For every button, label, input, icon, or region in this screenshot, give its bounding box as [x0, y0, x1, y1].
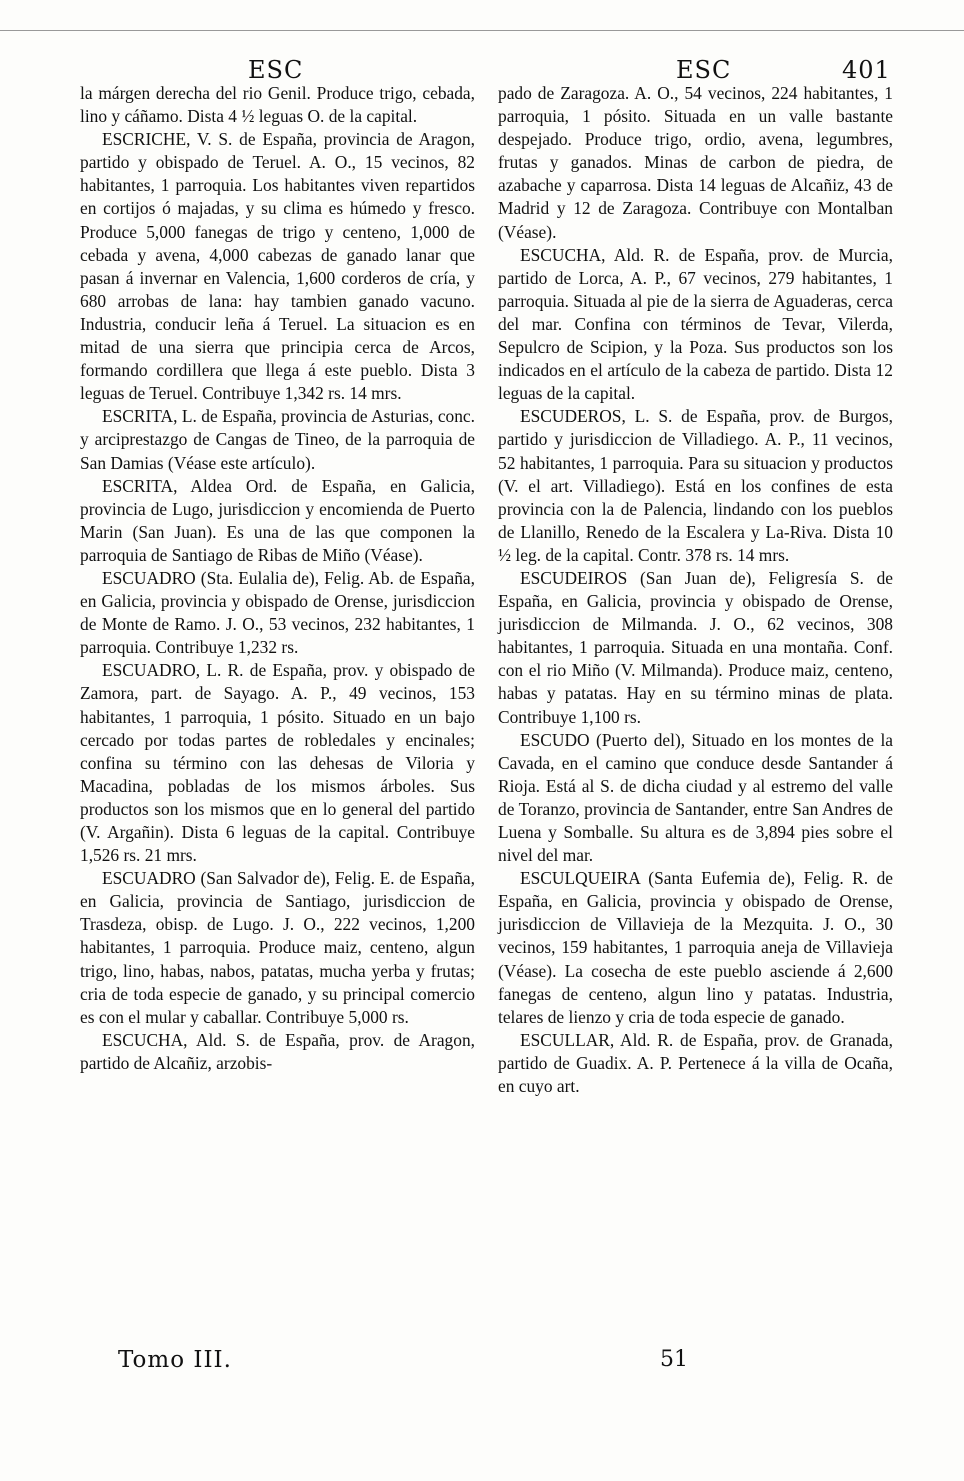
- signature-mark: 51: [660, 1347, 688, 1372]
- entry: ESCRITA, Aldea Ord. de España, en Galicia, provincia de Lugo, jurisdiccion y encomienda de Puerto Marin (San Juan). Es una de las que componen la parroquia de Santiago de Ribas de Miño (Véase).: [80, 475, 475, 565]
- page-number: 401: [842, 56, 891, 84]
- running-head-right: ESC: [676, 56, 732, 84]
- entry: ESCUCHA, Ald. S. de España, prov. de Aragon, partido de Alcañiz, arzobis-: [80, 1029, 475, 1073]
- entry: ESCUADRO (San Salvador de), Felig. E. de España, en Galicia, provincia de Santiago, jurisdiccion de Trasdeza, obisp. de Lugo. J. O., 222 vecinos, 1,200 habitantes, 1 parroquia. Produce maiz, centeno, algun trigo, lino, habas, nabos, patatas, mucha yerba y frutas; cria de toda especie de ganado, y su principal comercio es con el mular y caballar. Contribuye 5,000 rs.: [80, 868, 475, 1027]
- entry: ESCUADRO (Sta. Eulalia de), Felig. Ab. de España, en Galicia, provincia y obispado de Orense, jurisdiccion de Monte de Ramo. J. O., 53 vecinos, 232 habitantes, 1 parroquia. Contribuye 1,232 rs.: [80, 567, 475, 658]
- running-head-left: ESC: [248, 56, 304, 84]
- page-top-rule: [0, 30, 964, 31]
- entry: pado de Zaragoza. A. O., 54 vecinos, 224 habitantes, 1 parroquia, 1 pósito. Situada en un valle bastante despejado. Produce trigo, ordio, avena, legumbres, frutas y ganados. Minas de carbon de piedra, de azabache y caparrosa. Dista 14 leguas de Alcañiz, 43 de Madrid y 12 de Zaragoza. Contribuye con Montalban (Véase).: [498, 83, 893, 242]
- entry: ESCRICHE, V. S. de España, provincia de Aragon, partido y obispado de Teruel. A. O., 15 vecinos, 82 habitantes, 1 parroquia. Los habitantes viven repartidos en cortijos ó majadas, y su clima es húmedo y fresco. Produce 5,000 fanegas de trigo y centeno, 1,000 de cebada y avena, 4,000 cabezas de ganado lanar que pasan á invernar en Valencia, 1,600 corderos de cría, y 680 arrobas de lana: hay tambien ganado vacuno. Industria, conducir leña á Teruel. La situacion es en mitad de una sierra que principia cerca de Arcos, formando cordillera que llega á este pueblo. Dista 3 leguas de Teruel. Contribuye 1,342 rs. 14 mrs.: [80, 129, 475, 404]
- entry: ESCUCHA, Ald. R. de España, prov. de Murcia, partido de Lorca, A. P., 67 vecinos, 279 habitantes, 1 parroquia. Situada al pie de la sierra de Aguaderas, cerca del mar. Confina con términos de Tevar, Vilerda, Sepulcro de Scipion, y la Poza. Sus productos son los indicados en el artículo de la cabeza de partido. Dista 12 leguas de la capital.: [498, 244, 893, 404]
- volume-label: Tomo III.: [118, 1347, 232, 1373]
- entry: ESCUDEROS, L. S. de España, prov. de Burgos, partido y jurisdiccion de Villadiego. A. P., 11 vecinos, 52 habitantes, 1 parroquia. Para su situacion y productos (V. el art. Villadiego). Está en los confines de esta provincia con la de Palencia, lindando con los pueblos de Llanillo, Renedo de la Escalera y La-Riva. Dista 10 ½ leg. de la capital. Contr. 378 rs. 14 mrs.: [498, 406, 893, 565]
- left-column: [80, 82, 475, 1075]
- right-column: [498, 82, 893, 1098]
- entry: ESCULQUEIRA (Santa Eufemia de), Felig. R. de España, en Galicia, provincia y obispado de Orense, jurisdiccion de Villavieja de la Mezquita. J. O., 30 vecinos, 159 habitantes, 1 parroquia aneja de Villavieja (Véase). La cosecha de este pueblo asciende á 2,600 fanegas de centeno, algun lino y patatas. Industria, telares de lienzo y cria de toda especie de ganado.: [498, 868, 893, 1027]
- entry: ESCUDO (Puerto del), Situado en los montes de la Cavada, en el camino que conduce desde Santander á Rioja. Está al S. de dicha ciudad y al estremo del valle de Toranzo, provincia de Santander, entre San Andres de Luena y Somballe. Su altura es de 3,894 pies sobre el nivel del mar.: [498, 729, 893, 866]
- entry: ESCUDEIROS (San Juan de), Feligresía S. de España, en Galicia, provincia y obispado de Orense, jurisdiccion de Milmanda. J. O., 62 vecinos, 308 habitantes, 1 parroquia. Situada en una montaña. Conf. con el rio Miño (V. Milmanda). Produce maiz, centeno, habas y patatas. Hay en su término minas de plata. Contribuye 1,100 rs.: [498, 567, 893, 727]
- entry: ESCUADRO, L. R. de España, prov. y obispado de Zamora, part. de Sayago. A. P., 49 vecinos, 153 habitantes, 1 parroquia, 1 pósito. Situado en un bajo cercado por todas partes de robledales y encinales; confina su término con las dehesas de Viloria y Macadina, pobladas de los mismos árboles. Sus productos son los mismos que en lo general del partido (V. Argañin). Dista 6 leguas de la capital. Contribuye 1,526 rs. 21 mrs.: [80, 660, 475, 866]
- entry: ESCULLAR, Ald. R. de España, prov. de Granada, partido de Guadix. A. P. Pertenece á la villa de Ocaña, en cuyo art.: [498, 1029, 893, 1097]
- entry: ESCRITA, L. de España, provincia de Asturias, conc. y arciprestazgo de Cangas de Tineo, de la parroquia de San Damias (Véase este artículo).: [80, 406, 475, 473]
- entry: la márgen derecha del rio Genil. Produce trigo, cebada, lino y cáñamo. Dista 4 ½ leguas O. de la capital.: [80, 83, 475, 127]
